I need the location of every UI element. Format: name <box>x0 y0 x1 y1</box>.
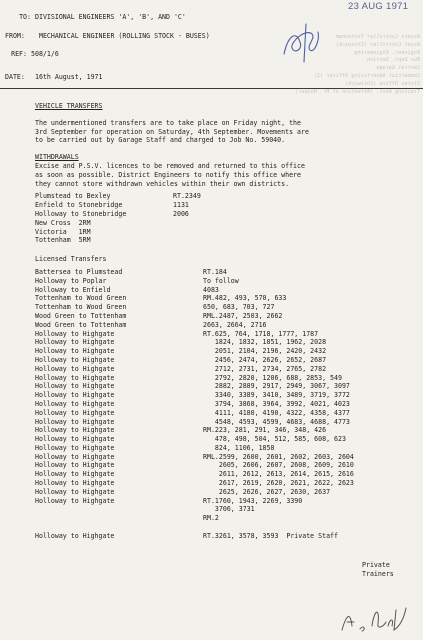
vehicle-transfers-paragraph: The undermentioned transfers are to take place on Friday night, the 3rd September for operation on Saturday, 4th September. Movements are to be carried out by Garage Staff and charged to Job No. 59040. <box>35 118 309 145</box>
table-row: Holloway to Highgate 2611, 2612, 2613, 2614, 2615, 2616 <box>35 470 354 479</box>
memo-body <box>35 102 415 545</box>
handwritten-signature <box>338 596 410 636</box>
table-row: Holloway to Highgate 2712, 2731, 2734, 2765, 2782 <box>35 364 327 373</box>
memo-header <box>5 12 210 82</box>
table-row: Holloway to Highgate RT.1760, 1943, 2269, 3390 <box>35 496 303 505</box>
bleed-line: Engineer, Engineering <box>354 49 420 56</box>
table-row: Holloway to Highgate RM.223, 281, 291, 346, 348, 426 <box>35 426 327 435</box>
licensed-transfers-heading: Licensed Transfers <box>35 255 107 264</box>
table-row-spacer <box>35 523 415 532</box>
withdrawals-list <box>35 192 415 245</box>
bleed-line: Assets Controller Tottenham <box>335 34 420 40</box>
list-item: Victoria 1RM <box>35 227 91 236</box>
table-row: Wood Green to Tottenham 2663, 2664, 2716 <box>35 320 267 329</box>
from-line: FROM: MECHANICAL ENGINEER (ROLLING STOCK - BUSES) <box>5 31 210 40</box>
table-row: Holloway to Highgate 2792, 2820, 1206, 688, 2853, 549 <box>35 373 342 382</box>
withdrawals-heading: WITHDRAWALS <box>35 153 79 162</box>
header-divider <box>0 88 423 89</box>
table-row: Tottenham to Wood Green 650, 683, 703, 727 <box>35 303 275 312</box>
private-trainers-note: Private Trainers <box>362 561 394 578</box>
table-row: Holloway to Highgate 478, 498, 504, 512, 585, 608, 623 <box>35 435 346 444</box>
list-item: Enfield to Stonebridge 1131 <box>35 201 189 210</box>
list-item: Plumstead to Bexley RT.2349 <box>35 192 201 201</box>
table-row: Holloway to Highgate 4111, 4180, 4190, 4322, 4358, 4377 <box>35 408 350 417</box>
table-row: Holloway to Highgate 4548, 4593, 4599, 4683, 4688, 4773 <box>35 417 350 426</box>
table-row: Tottenham to Wood Green RM.482, 493, 570, 633 <box>35 294 287 303</box>
table-row: Holloway to Highgate 3340, 3389, 3410, 3489, 3719, 3772 <box>35 391 350 400</box>
table-row: Holloway to Highgate 2051, 2104, 2196, 2420, 2432 <box>35 347 327 356</box>
table-row: Holloway to Highgate 2625, 2626, 2627, 2630, 2637 <box>35 487 331 496</box>
bleed-line: Commercial Advertising Officer (2) <box>313 72 420 79</box>
table-row: Wood Green to Tottenham RML.2487, 2503, 2662 <box>35 311 283 320</box>
table-row: Holloway to Poplar To follow <box>35 276 239 285</box>
table-row: Holloway to Highgate 2605, 2606, 2607, 2608, 2609, 2610 <box>35 461 354 470</box>
bleed-line: Central Garage <box>376 65 420 72</box>
handwritten-initials <box>276 18 326 68</box>
bleed-line: Training Asst. (Attention of Mr. Hooper) <box>295 88 420 95</box>
table-row: Battersea to Plumstead RT.184 <box>35 267 227 276</box>
bleed-line: Bus Dept. Section <box>366 57 420 64</box>
bleed-line: Asset Controller (Chiswick) <box>335 41 420 48</box>
table-row: Holloway to Highgate RML.2599, 2600, 2601, 2602, 2603, 2604 <box>35 452 354 461</box>
table-row: Holloway to Highgate RT.3261, 3578, 3593 Private Staff <box>35 531 338 540</box>
received-date-stamp: 23 AUG 1971 <box>348 1 409 12</box>
table-row: Holloway to Highgate 824, 1106, 1858 <box>35 443 275 452</box>
list-item: Holloway to Stonebridge 2006 <box>35 209 189 218</box>
bleed-line: Stores Office (Chiswick) <box>345 80 420 87</box>
ref-line: REF: 508/1/6 <box>11 50 59 58</box>
table-row: Holloway to Enfield 4083 <box>35 285 219 294</box>
table-row: 3706, 3731 <box>203 505 255 514</box>
table-row: Holloway to Highgate 2617, 2619, 2620, 2621, 2622, 2623 <box>35 479 354 488</box>
licensed-transfers-list <box>35 268 415 541</box>
vehicle-transfers-heading: VEHICLE TRANSFERS <box>35 102 103 110</box>
date-line: DATE: 16th August, 1971 <box>5 72 103 81</box>
to-line: TO: DIVISIONAL ENGINEERS 'A', 'B', AND 'C' <box>19 13 186 21</box>
table-row: Holloway to Highgate 2456, 2474, 2626, 2652, 2687 <box>35 355 327 364</box>
list-item: Tottenham 5RM <box>35 236 91 245</box>
table-row: Holloway to Highgate 1824, 1832, 1851, 1962, 2028 <box>35 338 327 347</box>
table-row: Holloway to Highgate 2882, 2889, 2917, 2949, 3067, 3097 <box>35 382 350 391</box>
list-item: New Cross 2RM <box>35 218 91 227</box>
table-row: Holloway to Highgate RT.625, 764, 1718, 1777, 1787 <box>35 329 319 338</box>
withdrawals-paragraph: Excise and P.S.V. licences to be removed and returned to this office as soon as possible. District Engineers to notify this office where they cannot store withdrawn vehicles within their own districts. <box>35 161 305 188</box>
table-row: Holloway to Highgate 3794, 3868, 3964, 3992, 4021, 4023 <box>35 399 350 408</box>
table-row: RM.2 <box>203 514 219 523</box>
